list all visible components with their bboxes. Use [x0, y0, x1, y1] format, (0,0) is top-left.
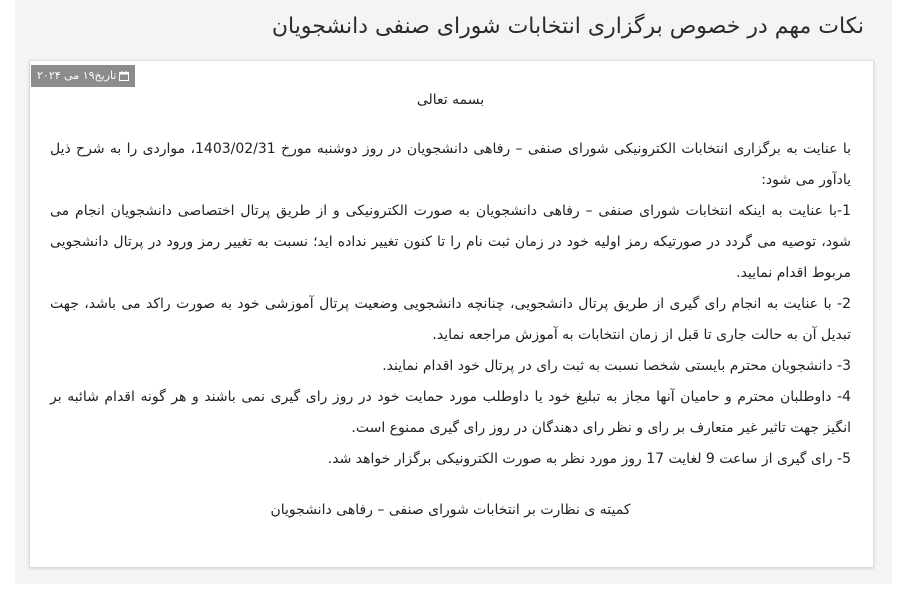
paragraph-intro: با عنایت به برگزاری انتخابات الکترونیکی شورای صنفی – رفاهی دانشجویان در روز دوشنبه مورخ 1403/02/31، مواردی را به شرح ذیل یادآور می شود: [50, 141, 851, 188]
paragraph-item-2: 2- با عنایت به انجام رای گیری از طریق پرتال دانشجویی، چنانچه دانشجویی وضعیت پرتال آموزشی خود به صورت راکد می باشد، جهت تبدیل آن به حالت جاری تا قبل از زمان انتخابات به آموزش مراجعه نماید. [50, 296, 851, 343]
signature: کمیته ی نظارت بر انتخابات شورای صنفی – رفاهی دانشجویان [270, 502, 631, 518]
article-card [29, 60, 874, 568]
paragraph-item-1: 1-با عنایت به اینکه انتخابات شورای صنفی – رفاهی دانشجویان به صورت الکترونیکی و از طریق پرتال اختصاصی دانشجویان انجام می شود، توصیه می گردد در صورتیکه رمز اولیه خود در زمان ثبت نام را تا کنون تغییر نداده اید؛ نسبت به تغییر رمز ورود در پرتال دانشجویی مربوط اقدام نمایید. [50, 203, 851, 281]
paragraph-item-5: 5- رای گیری از ساعت 9 لغایت 17 روز مورد نظر به صورت الکترونیکی برگزار خواهد شد. [327, 451, 851, 467]
greeting: بسمه تعالی [416, 92, 485, 108]
page-background [15, 0, 892, 584]
article-body [50, 85, 851, 526]
date-text: تاریخ۱۹ می ۲۰۲۴ [37, 69, 117, 82]
paragraph-item-3: 3- دانشجویان محترم بایستی شخصا نسبت به ثبت رای در پرتال خود اقدام نمایند. [382, 358, 851, 374]
paragraph-item-4: 4- داوطلبان محترم و حامیان آنها مجاز به تبلیغ خود یا داوطلب مورد حمایت خود در روز رای گیری نمی باشند و هر گونه اقدام شائبه بر انگیز جهت تاثیر غیر متعارف بر رای و نظر رای دهندگان در روز رای گیری ممنوع است. [50, 389, 851, 436]
page-title: نکات مهم در خصوص برگزاری انتخابات شورای صنفی دانشجویان [271, 14, 864, 39]
date-badge [31, 65, 135, 87]
calendar-icon [119, 71, 129, 81]
